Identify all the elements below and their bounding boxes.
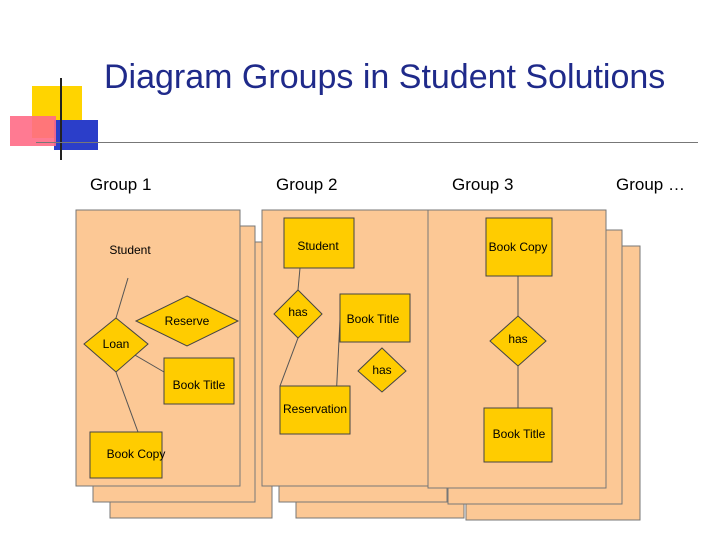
student-label: Student (109, 243, 151, 257)
has-label-1: has (288, 305, 308, 319)
book-copy-label: Book Copy (106, 447, 166, 461)
group-label-1: Group 1 (90, 175, 152, 194)
book-title-label: Book Title (346, 312, 400, 326)
has-label-2: has (372, 363, 392, 377)
book-title-label: Book Title (172, 378, 226, 392)
reservation-label: Reservation (282, 402, 348, 416)
student-label: Student (297, 239, 339, 253)
group-label-2: Group 2 (276, 175, 338, 194)
group-label-3: Group 3 (452, 175, 514, 194)
book-title-label: Book Title (492, 427, 546, 441)
loan-label: Loan (102, 337, 130, 351)
group-label-4: Group … (616, 175, 685, 194)
group-3-diagram (484, 218, 552, 462)
book-copy-label: Book Copy (488, 240, 548, 254)
reserve-label: Reserve (164, 314, 210, 328)
has-label: has (508, 332, 528, 346)
page-title: Diagram Groups in Student Solutions (104, 58, 666, 96)
